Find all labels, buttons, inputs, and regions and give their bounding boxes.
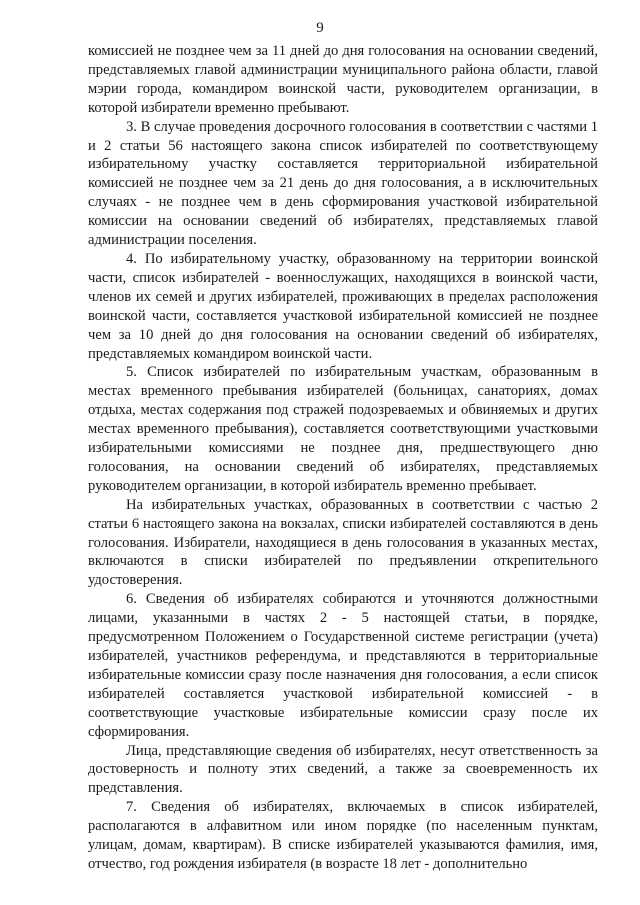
paragraph-7: Лица, представляющие сведения об избирателях, несут ответственность за достоверность и полноту этих сведений, а также за своевременность их представления. [88,742,598,797]
page-number: 9 [316,20,324,36]
document-body [88,42,598,874]
paragraph-5: На избирательных участках, образованных в соответствии с частью 2 статьи 6 настоящего закона на вокзалах, списки избирателей составляются в день голосования. Избиратели, находящиеся в день голосования в указанных местах, включаются в списки избирателей по предъявлении открепительного удостоверения. [88,496,598,589]
paragraph-4: 5. Список избирателей по избирательным участкам, образованным в местах временного пребывания избирателей (больницах, санаториях, домах отдыха, местах содержания под стражей подозреваемых и обвиняемых и других местах временного пребывания), составляется соответствующими участковыми избирательными комиссиями не позднее дня, предшествующего дню голосования, на основании сведений об избирателях, представляемых руководителем организации, в которой избиратель временно пребывает. [88,364,598,494]
paragraph-8: 7. Сведения об избирателях, включаемых в список избирателей, располагаются в алфавитном или ином порядке (по населенным пунктам, улицам, домам, квартирам). В списке избирателей указываются фамилия, имя, отчество, год рождения избирателя (в возрасте 18 лет - дополнительно [88,799,598,872]
paragraph-6: 6. Сведения об избирателях собираются и уточняются должностными лицами, указанными в частях 2 - 5 настоящей статьи, в порядке, предусмотренном Положением о Государственной системе регистрации (учета) избирателей, участников референдума, и представляются в территориальные избирательные комиссии сразу после назначения дня голосования, а если список избирателей составляется участковой избирательной комиссией - в соответствующие участковые избирательные комиссии сразу после их сформирования. [88,591,598,740]
paragraph-1: комиссией не позднее чем за 11 дней до дня голосования на основании сведений, представляемых главой администрации муниципального района области, главой мэрии города, командиром воинской части, руководителем организации, в которой избиратели временно пребывают. [88,43,598,116]
paragraph-3: 4. По избирательному участку, образованному на территории воинской части, список избирателей - военнослужащих, находящихся в воинской части, членов их семей и других избирателей, проживающих в пределах расположения воинской части, составляется участковой избирательной комиссией не позднее чем за 10 дней до дня голосования на основании сведений об избирателях, представляемых командиром воинской части. [88,250,598,362]
paragraph-2: 3. В случае проведения досрочного голосования в соответствии с частями 1 и 2 статьи 56 настоящего закона список избирателей по соответствующему избирательному участку составляется территориальной избирательной комиссией не позднее чем за 21 день до дня голосования, а в исключительных случаях - не позднее чем в день сформирования участковой избирательной комиссии на основании сведений об избирателях, представляемых главой администрации поселения. [88,118,598,249]
